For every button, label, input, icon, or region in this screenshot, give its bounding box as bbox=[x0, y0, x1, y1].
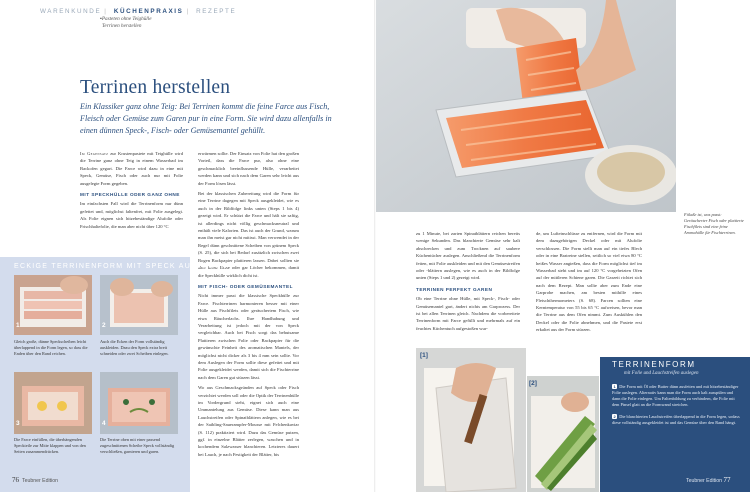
footer-brand-left: Teubner Edition bbox=[22, 478, 59, 484]
col3-para1: zu 1 Minute, bei zarten Spinatblättern reichen bereits wenige Sekunden. Das blanchierte Gemüse sehr kalt abschrecken und zum Trocknen auf saubere Küchentücher auslegen. Anschließend die Terrinenform fetten, mit Folie auskleiden und mit den Gemüsestreifen oder -blättern auslegen, wie es auch in der Bildfolge unten (Steps 1 und 2) gezeigt wird. bbox=[416, 231, 520, 281]
lead-in: Im Gegensatz bbox=[80, 151, 109, 156]
col3-para2: Ob eine Terrine ohne Hülle, mit Speck-, Fisch- oder Gemüsemantel gart, ändert nichts am Garprozess. Der ist bei allen Terrinen gleich. Nachdem die vorbereitete Terrinenform mit Farce gefüllt und mehrmals auf ein feuchtes Küchentuch aufgestoßen wur- bbox=[416, 296, 520, 331]
footer-right bbox=[686, 476, 734, 484]
col2-para2: Bei der klassischen Zubereitung wird die Form für eine Terrine dagegen mit Speck ausgekleidet, wie es auch in der Bildfolge links unten (Steps 1 bis 4) gezeigt wird. Er schützt die Farce und hält sie saftig, ist allerdings nicht völlig geschmacksneutral und enthält viele Kalorien. Das ist auch der Grund, warum man ihn meist gar nicht mitisst. Man verwendet in der Regel dünn geschnittene Scheiben von grünem Speck (S. 25), die sich bei Bedarf zusätzlich zwischen zwei Bogen Backpapier plattieren lassen. Dabei sollten sie aber keine Risse oder gar Löcher bekommen, damit die Speckhülle wirklich dicht ist. bbox=[198, 191, 299, 278]
col4-para1: de, um Lufteinschlüsse zu entfernen, wird die Form mit dem dazugehörigen Deckel oder mit Alufolie verschlossen. Die Form stellt man auf ein tiefes Blech oder in eine Bratreine stellen, seitlich so viel etwa 80 °C heißes Wasser angießen, dass die Form möglichst tief im Wasserbad steht und im auf 120 °C vorgeheizten Ofen auf der mittleren Schiene garen. Die Garzeit richtet sich nach dem Rezept. Man sollte aber zum Ende eine Garprobe machen, am besten mithilfe eines Fleischthermometers (S. 68). Farcen sollten eine Kerntemperatur von 55 bis 65 °C aufweisen, bevor man die Terrine aus dem Ofen nimmt. Zum Auskühlen den Deckel oder die Folie abnehmen, und die Pastete erst erkaltet aus der Form stürzen. bbox=[536, 231, 642, 333]
intro-paragraph: Ein Klassiker ganz ohne Teig: Bei Terrinen kommt die feine Farce aus Fisch, Fleisch oder Gemüse zum Garen pur in eine Form. Sie wird dazu allenfalls in einen dünnen Speck-, Fisch- oder Gemüsemantel gehüllt. bbox=[80, 102, 332, 135]
nav-rezepte[interactable]: REZEPTE bbox=[196, 8, 237, 15]
foil-panel-subtitle: mit Folie und Lauchstreifen auslegen bbox=[624, 371, 699, 376]
sidebar-title: ECKIGE TERRINENFORM MIT SPECK AUSLEGEN bbox=[14, 263, 228, 270]
foil-step-photo-2 bbox=[527, 376, 599, 492]
foil-step-photo-1 bbox=[416, 348, 526, 492]
step-photo-3 bbox=[14, 372, 92, 434]
sidebar-caption-4: Die Terrine oben mit einer passend zugeschnittenen Scheibe Speck vollständig verschließen, garnieren und garen. bbox=[100, 437, 175, 454]
footer-left bbox=[12, 476, 58, 484]
text-column-2 bbox=[198, 150, 299, 461]
col1-para2: Im einfachsten Fall wird die Terrinenform nur dünn gefettet und, möglichst faltenfrei, mit Folie ausgelegt. Als Folie eignen sich hitzebeständige Alufolie oder Frischhaltefolie, die man aber nicht über 120 °C bbox=[80, 201, 183, 229]
foil-panel-title: TERRINENFORM bbox=[612, 360, 696, 369]
text-column-3 bbox=[416, 230, 520, 335]
col2-para3: Nicht immer passt die klassische Speckhülle zur Farce. Fischterrinen harmonieren besser mit einer Hülle aus Fischfilets oder geräuchertem Fisch, wie etwa Räucherlachs. Ihre Handhabung und Verarbeitung ist jedoch mit der von Speck vergleichbar. Auch bei Fisch sorgt das behutsame Plattieren zwischen Folie oder Backpapier für die gewünschte Feinheit des aromatischen Mantels, der möglichst nicht dicker als 3 bis 4 mm sein sollte. Vor dem Auslegen der Form sollte diese gefettet und mit Folie ausgekleidet werden, damit sich die Fischterrine nach dem Garen gut stürzen lässt. bbox=[198, 293, 299, 380]
col1-para1: zur Krustenpastete mit Teighülle wird die Terrine ganz ohne Teig in einem Wasserbad im Backofen gegart. Die Farce wird dazu in eine mit Speck, Gemüse, Fisch oder auch nur mit Folie ausgelegte Form gegeben. bbox=[80, 151, 183, 186]
col2-para4: Wo aus Geschmacksgründen auf Speck oder Fisch verzichtet werden soll oder die Optik der Terrinenhülle im Vordergrund steht, eignet sich auch eine Ummantelung aus Gemüse. Diese kann man aus Lauchstreifen oder Spinatblättern anlegen, wie es bei der Saibling-Sauerampfer-Mousse mit Felchenkaviar (S. 112) praktiziert wird. Dazu das Gemüse putzen, ggf. in einzelne Blätter zerlegen, waschen und in kochendem Salzwasser blanchieren. Letzteres dauert bei Lauch, je nach Festigkeit der Blätter, bis bbox=[198, 385, 300, 457]
foil-step-marker-2: [2] bbox=[529, 380, 537, 387]
text-column-1 bbox=[80, 150, 183, 233]
step-photo-4 bbox=[100, 372, 178, 434]
foil-caption-number-1: 1 bbox=[613, 384, 616, 389]
text-column-4 bbox=[536, 230, 642, 337]
heading-speckhuelle: MIT SPECKHÜLLE ODER GANZ OHNE bbox=[80, 192, 180, 198]
step-photo-2 bbox=[100, 275, 178, 335]
nav-sub-pasteten: ▪Pasteten ohne Teighülle bbox=[100, 16, 152, 22]
heading-fischmantel: MIT FISCH- ODER GEMÜSEMANTEL bbox=[198, 283, 293, 289]
step-marker-3: 3 bbox=[16, 420, 20, 427]
section-nav: WARENKUNDE | KÜCHENPRAXIS | REZEPTE bbox=[40, 8, 237, 15]
footer-brand-right: Teubner Edition bbox=[686, 478, 723, 484]
sidebar-caption-2: Auch die Ecken der Form vollständig auskleiden. Dazu den Speck extra breit schneiden oder zwei Scheiben einlegen. bbox=[100, 339, 169, 356]
foil-caption-2: 2 Die blanchierten Lauchstreifen überlappend in die Form legen, sodass diese vollständig ausgekleidet ist und das Gemüse über den Rand hängt. bbox=[612, 414, 740, 425]
salmon-photo bbox=[376, 0, 676, 212]
page-title: Terrinen herstellen bbox=[80, 77, 231, 98]
nav-warenkunde[interactable]: WARENKUNDE bbox=[40, 8, 102, 15]
sidebar-caption-1: Gleich große, dünne Speckscheiben leicht überlappend in die Form legen, so dass die Enden über den Rand reichen. bbox=[14, 339, 88, 356]
col2-para1: erwärmen sollte. Der Einsatz von Folie hat den großen Vorteil, dass die Farce pur, also ohne eine geschmacklich beeinflussende Hülle, verarbeitet werden kann und sich nach dem Garen sehr leicht aus der Form lösen lässt. bbox=[198, 151, 299, 186]
foil-caption-number-2: 2 bbox=[613, 414, 616, 419]
sidebar-caption-3: Die Farce einfüllen, die überhängenden Speckteile zur Mitte klappen und von den Seiten zusammendrücken. bbox=[14, 437, 86, 454]
step-marker-4: 4 bbox=[102, 420, 106, 427]
page-number-right: 77 bbox=[723, 476, 731, 484]
step-photo-1 bbox=[14, 275, 92, 335]
nav-kuechenpraxis[interactable]: KÜCHENPRAXIS bbox=[113, 8, 184, 15]
foil-caption-1: 1 Die Form mit Öl oder Butter dünn ausfetten und mit hitzebeständiger Folie auslegen. Alternativ kann man die Form auch kalt ausspülen und dann die Folie einlegen. Um Faltenbildung zu verhindern, die Folie mit dem Pinsel glatt an die Formwand streichen. bbox=[612, 384, 739, 407]
nav-sub-terrinen: Terrinen herstellen bbox=[102, 23, 142, 29]
photo-caption: Fiilaße ist, was passt: Geräucherter Fisch oder plattierte Fischfilets sind eine feine Aromahülle für Fischterrinen. bbox=[684, 212, 744, 235]
page-number-left: 76 bbox=[12, 476, 19, 484]
foil-step-marker-1: [1] bbox=[420, 352, 428, 359]
step-marker-2: 2 bbox=[102, 322, 106, 329]
step-marker-1: 1 bbox=[16, 322, 20, 329]
heading-perfekt-garen: TERRINEN PERFEKT GAREN bbox=[416, 286, 493, 292]
